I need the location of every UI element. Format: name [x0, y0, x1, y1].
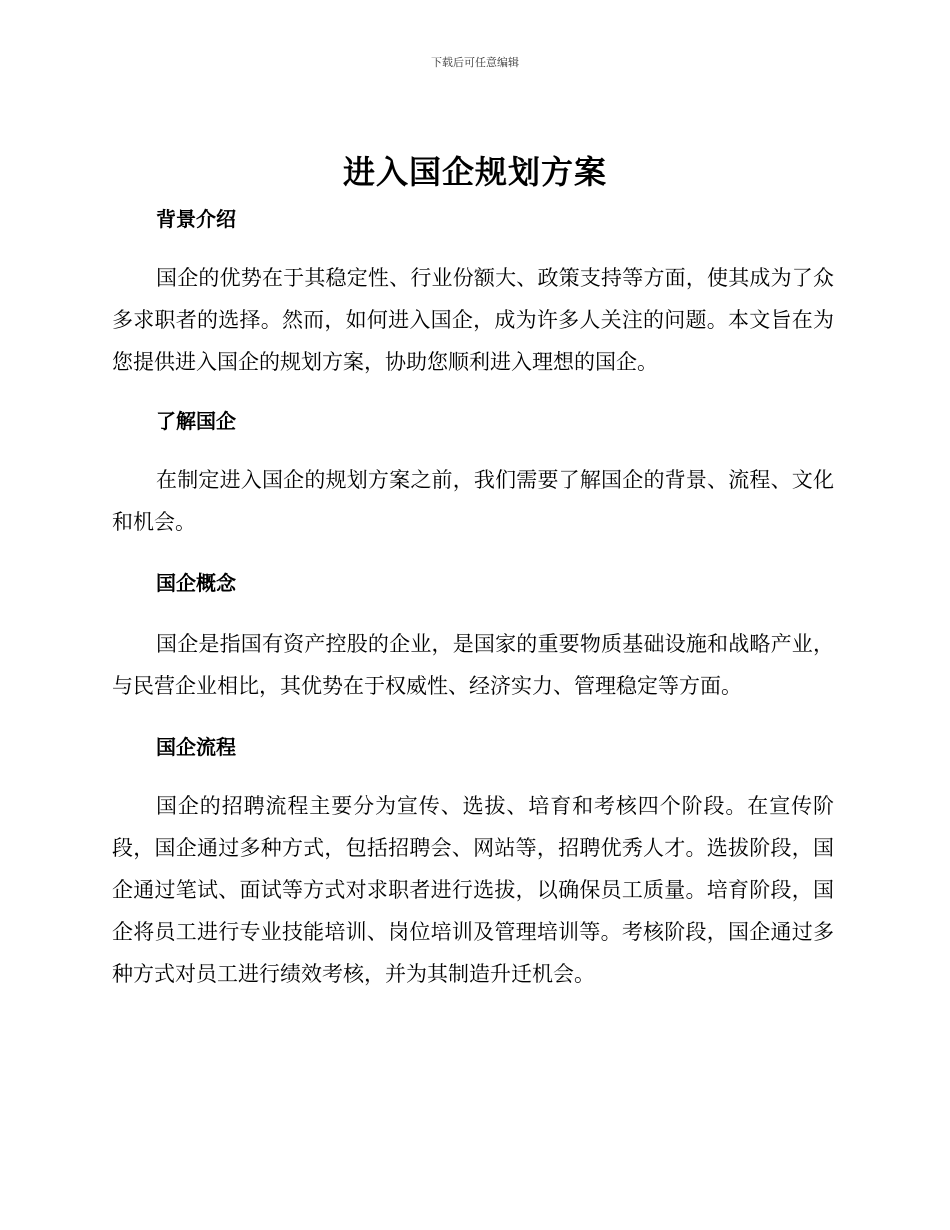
section-paragraph-understand: 在制定进入国企的规划方案之前，我们需要了解国企的背景、流程、文化和机会。 [112, 468, 834, 534]
section-paragraph-background: 国企的优势在于其稳定性、行业份额大、政策支持等方面，使其成为了众多求职者的选择。然而，如何进入国企，成为许多人关注的问题。本文旨在为您提供进入国企的规划方案，协助您顺利进入理想的国企。 [112, 266, 834, 374]
section-heading-concept: 国企概念 [156, 571, 236, 595]
section-heading-understand: 了解国企 [156, 409, 236, 433]
header-note: 下载后可任意编辑 [431, 56, 519, 69]
section-heading-background: 背景介绍 [156, 207, 236, 231]
document-body [112, 203, 834, 995]
section-paragraph-process: 国企的招聘流程主要分为宣传、选拔、培育和考核四个阶段。在宣传阶段，国企通过多种方式，包括招聘会、网站等，招聘优秀人才。选拔阶段，国企通过笔试、面试等方式对求职者进行选拔，以确保员工质量。培育阶段，国企将员工进行专业技能培训、岗位培训及管理培训等。考核阶段，国企通过多种方式对员工进行绩效考核，并为其制造升迁机会。 [112, 794, 834, 986]
document-title: 进入国企规划方案 [342, 153, 607, 191]
section-paragraph-concept: 国企是指国有资产控股的企业，是国家的重要物质基础设施和战略产业，与民营企业相比，其优势在于权威性、经济实力、管理稳定等方面。 [112, 632, 834, 698]
section-heading-process: 国企流程 [156, 735, 236, 759]
